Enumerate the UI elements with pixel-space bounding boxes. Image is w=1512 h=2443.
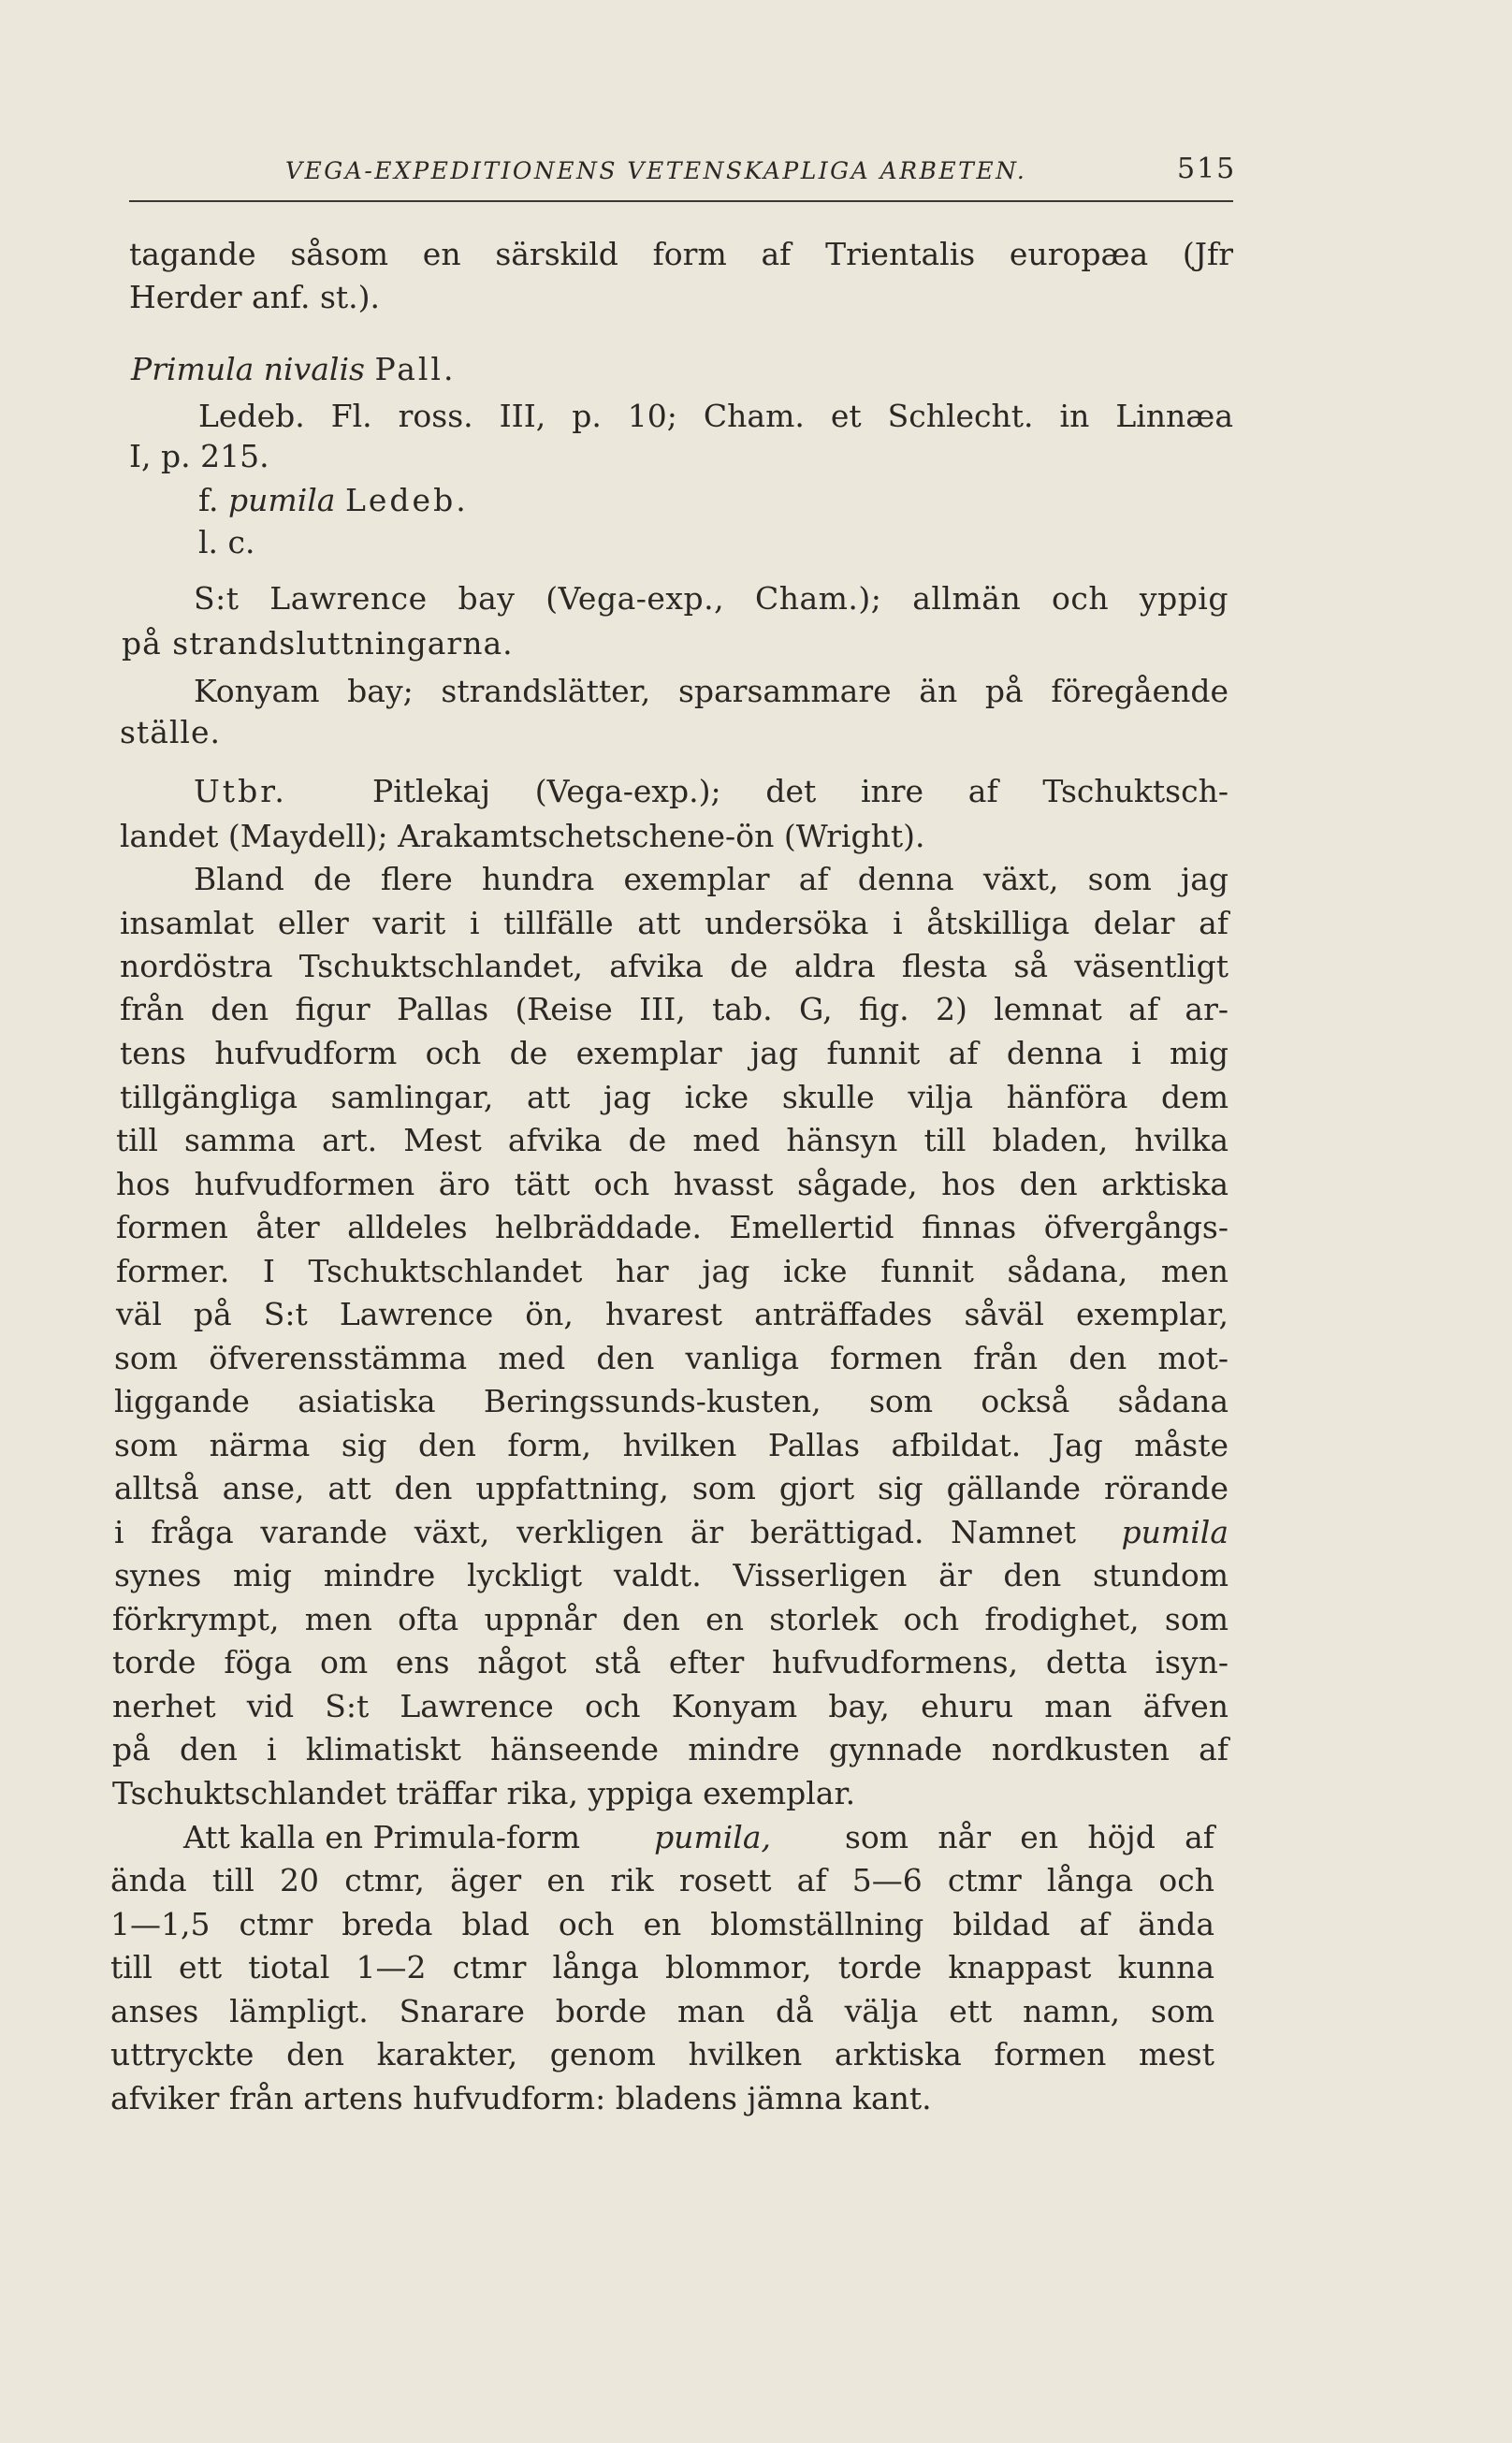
text-line: som öfverensstämma med den vanliga formen från den mot- bbox=[114, 1340, 1228, 1376]
text-line: former. I Tschuktschlandet har jag icke funnit sådana, men bbox=[116, 1253, 1228, 1289]
text-line: till ett tiotal 1—2 ctmr långa blommor, torde knappast kunna bbox=[110, 1949, 1214, 1985]
page-number: 515 bbox=[1177, 153, 1237, 185]
text-line: från den figur Pallas (Reise III, tab. G, fig. 2) lemnat af ar- bbox=[120, 991, 1228, 1027]
text-line: till samma art. Mest afvika de med hänsyn till bladen, hvilka bbox=[116, 1122, 1228, 1158]
text-line: tens hufvudform och de exemplar jag funnit af denna i mig bbox=[120, 1035, 1228, 1071]
species-heading bbox=[131, 351, 456, 388]
text-line-part: i fråga varande växt, verkligen är berättigad. Namnet bbox=[114, 1514, 1076, 1550]
form-heading bbox=[198, 482, 469, 519]
text-line: afviker från artens hufvudform: bladens jämna kant. bbox=[110, 2080, 932, 2116]
text-line: Herder anf. st.). bbox=[129, 279, 380, 315]
text-line: Bland de flere hundra exemplar af denna växt, som jag bbox=[194, 861, 1228, 897]
reference-line: l. c. bbox=[198, 524, 255, 560]
text-line-part: Att kalla en Primula-form bbox=[183, 1819, 581, 1855]
distribution-line bbox=[194, 773, 1228, 810]
reference-line: I, p. 215. bbox=[129, 438, 269, 474]
text-line: alltså anse, att den uppfattning, som gjort sig gällande rörande bbox=[114, 1470, 1228, 1506]
species-author: Pall. bbox=[374, 351, 457, 387]
text-line: på den i klimatiskt hänseende mindre gynnade nordkusten af bbox=[112, 1731, 1228, 1767]
text-line: ställe. bbox=[120, 714, 221, 750]
reference-line: Ledeb. Fl. ross. III, p. 10; Cham. et Schlecht. in Linnæa bbox=[198, 398, 1233, 434]
text-line: synes mig mindre lyckligt valdt. Visserligen är den stundom bbox=[114, 1557, 1228, 1593]
taxon-name: pumila bbox=[1121, 1514, 1228, 1550]
text-line: väl på S:t Lawrence ön, hvarest anträffades såväl exemplar, bbox=[116, 1296, 1228, 1332]
form-prefix: f. bbox=[198, 482, 219, 518]
text-line: Konyam bay; strandslätter, sparsammare än på föregående bbox=[194, 673, 1228, 709]
text-line: Tschuktschlandet träffar rika, yppiga exemplar. bbox=[112, 1775, 856, 1811]
text-line bbox=[183, 1819, 1214, 1856]
text-line: formen åter alldeles helbräddade. Emellertid finnas öfvergångs- bbox=[116, 1209, 1228, 1245]
text-line: nerhet vid S:t Lawrence och Konyam bay, ehuru man äfven bbox=[112, 1688, 1228, 1724]
header-rule bbox=[129, 200, 1233, 202]
text-line: anses lämpligt. Snarare borde man då välja ett namn, som bbox=[110, 1993, 1214, 2029]
taxon-name: pumila, bbox=[654, 1819, 772, 1855]
species-name: Primula nivalis bbox=[131, 351, 365, 387]
text-line: som närma sig den form, hvilken Pallas afbildat. Jag måste bbox=[114, 1427, 1228, 1463]
text-line: förkrympt, men ofta uppnår den en storlek och frodighet, som bbox=[112, 1601, 1228, 1637]
form-author: Ledeb. bbox=[344, 482, 469, 518]
text-line: torde föga om ens något stå efter hufvudformens, detta isyn- bbox=[112, 1644, 1228, 1680]
text-line: 1—1,5 ctmr breda blad och en blomställning bildad af ända bbox=[110, 1906, 1214, 1942]
text-line: landet (Maydell); Arakamtschetschene-ön (Wright). bbox=[120, 818, 925, 854]
text-line: liggande asiatiska Beringssunds-kusten, som också sådana bbox=[114, 1383, 1228, 1419]
text-line: tillgängliga samlingar, att jag icke skulle vilja hänföra dem bbox=[120, 1079, 1228, 1115]
text-line: hos hufvudformen äro tätt och hvasst sågade, hos den arktiska bbox=[116, 1166, 1228, 1202]
text-line: S:t Lawrence bay (Vega-exp., Cham.); allmän och yppig bbox=[194, 580, 1228, 617]
text-line bbox=[114, 1514, 1228, 1551]
text-line: ända till 20 ctmr, äger en rik rosett af 5—6 ctmr långa och bbox=[110, 1862, 1214, 1898]
text-line: nordöstra Tschuktschlandet, afvika de aldra flesta så väsentligt bbox=[120, 948, 1228, 984]
text-line-part: som når en höjd af bbox=[844, 1819, 1214, 1855]
distribution-text: Pitlekaj (Vega-exp.); det inre af Tschuktsch- bbox=[372, 773, 1228, 809]
text-line: på strandsluttningarna. bbox=[122, 625, 514, 662]
text-line: tagande såsom en särskild form af Trientalis europæa (Jfr bbox=[129, 236, 1233, 272]
text-line: insamlat eller varit i tillfälle att undersöka i åtskilliga delar af bbox=[120, 905, 1228, 941]
running-header: VEGA-EXPEDITIONENS VETENSKAPLIGA ARBETEN. bbox=[285, 157, 1027, 184]
text-line: uttryckte den karakter, genom hvilken arktiska formen mest bbox=[110, 2036, 1214, 2072]
form-name: pumila bbox=[228, 482, 336, 518]
distribution-label: Utbr. bbox=[194, 773, 287, 809]
